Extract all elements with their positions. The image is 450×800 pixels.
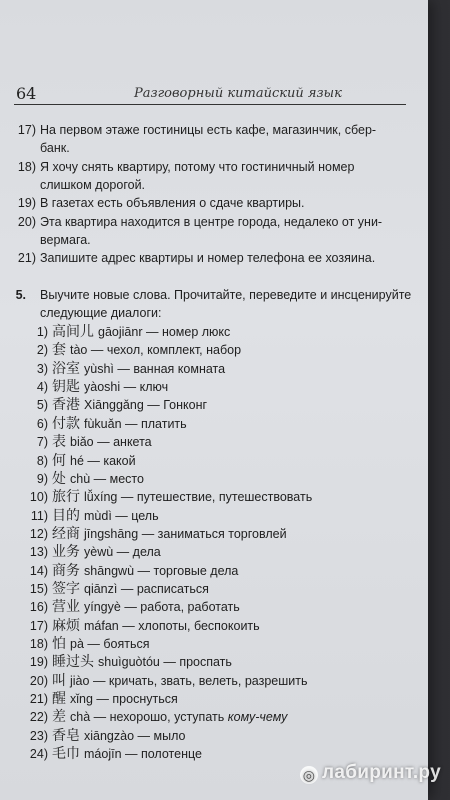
vocab-pinyin: yàoshi (84, 380, 121, 395)
vocab-item (22, 598, 240, 617)
vocab-pinyin: xiāngzào (84, 728, 135, 743)
vocab-number: 1) (36, 325, 48, 339)
sentence-line: банк. (40, 141, 70, 155)
vocab-hanzi: 签字 (52, 580, 80, 597)
vocab-item (22, 341, 241, 360)
vocab-number: 8) (36, 453, 48, 468)
vocab-item (22, 452, 136, 471)
vocab-hanzi: 付款 (52, 415, 80, 432)
vocab-hanzi: 毛巾 (52, 746, 80, 762)
vocab-hanzi: 经商 (52, 525, 80, 542)
sentence-line: Запишите адрес квартиры и номер телефона ее хозяина. (40, 251, 376, 265)
vocab-number: 24) (29, 747, 48, 761)
vocab-gloss: — проспать (163, 655, 232, 670)
vocab-hanzi: 睡过头 (52, 654, 94, 671)
sentence-number: 17) (17, 123, 36, 137)
vocab-gloss: — работа, работать (124, 600, 240, 615)
vocab-gloss: — заниматься торговлей (141, 526, 287, 541)
vocab-gloss: — номер люкс (145, 325, 231, 339)
vocab-hanzi: 浴室 (52, 360, 80, 377)
vocab-pinyin: Xiānggǎng (84, 398, 144, 413)
vocab-gloss: — ванная комната (117, 361, 226, 376)
vocab-hanzi: 目的 (52, 507, 80, 524)
sentence-line: Эта квартира находится в центре города, недалеко от уни- (40, 215, 383, 229)
vocab-number: 11) (30, 508, 48, 523)
vocab-pinyin: fùkuǎn (84, 416, 122, 431)
vocab-item (22, 690, 178, 709)
vocab-gloss: — дела (116, 545, 161, 560)
vocab-gloss: — Гонконг (147, 398, 208, 413)
vocab-gloss: — полотенце (125, 747, 202, 761)
vocab-gloss-italic: кому-чему (227, 710, 288, 725)
vocab-gloss: — мыло (137, 728, 186, 743)
exercise-number: 5. (15, 288, 26, 302)
vocab-gloss: — какой (87, 453, 136, 468)
vocab-hanzi: 钥匙 (52, 379, 80, 396)
vocab-pinyin: biǎo (70, 435, 94, 450)
vocab-hanzi: 高间儿 (52, 324, 94, 340)
sentence-line: вермага. (40, 233, 91, 247)
vocab-item (22, 507, 159, 526)
vocab-pinyin: chù (70, 471, 91, 486)
vocab-number: 16) (29, 600, 48, 615)
vocab-gloss: — цель (115, 508, 159, 523)
vocab-pinyin: jiào (70, 673, 90, 688)
vocab-item (22, 378, 168, 397)
vocab-number: 20) (29, 673, 48, 688)
vocab-item (22, 635, 150, 654)
vocab-pinyin: pà (70, 637, 84, 651)
vocab-gloss: — платить (125, 416, 187, 431)
vocab-number: 4) (36, 380, 48, 395)
vocab-item (22, 617, 260, 636)
vocab-number: 19) (29, 655, 48, 670)
watermark (300, 762, 441, 784)
vocab-item (22, 653, 232, 672)
watermark-text: лабиринт.ру (322, 762, 441, 783)
vocab-gloss: — бояться (87, 637, 150, 651)
vocab-gloss: — проснуться (96, 692, 178, 706)
vocab-gloss: — место (93, 471, 144, 486)
vocab-item (22, 543, 161, 562)
vocab-pinyin: lǚxíng (84, 490, 118, 505)
vocab-pinyin: xǐng (70, 692, 93, 706)
vocab-hanzi: 香港 (52, 397, 80, 414)
vocab-number: 15) (29, 581, 48, 596)
vocab-hanzi: 表 (52, 434, 66, 451)
vocab-hanzi: 业务 (52, 544, 80, 561)
vocab-item (22, 470, 144, 489)
vocab-item (22, 708, 287, 727)
vocab-number: 21) (29, 692, 48, 706)
vocab-item (22, 488, 312, 507)
vocab-hanzi: 处 (52, 470, 66, 487)
vocab-pinyin: yèwù (84, 545, 114, 560)
vocab-item (22, 580, 209, 599)
running-title: Разговорный китайский язык (134, 86, 342, 101)
vocab-gloss: — хлопоты, беспокоить (122, 618, 260, 633)
vocab-number: 2) (36, 343, 48, 358)
page-header (14, 82, 406, 105)
vocab-number: 14) (29, 563, 48, 578)
exercise-instruction: следующие диалоги: (40, 306, 162, 320)
vocab-gloss: — чехол, комплект, набор (90, 343, 242, 358)
vocab-gloss: — торговые дела (137, 563, 239, 578)
vocab-item (22, 360, 225, 379)
vocab-number: 9) (36, 471, 48, 486)
vocab-number: 23) (29, 728, 48, 743)
vocab-item (22, 433, 152, 452)
vocab-item (22, 525, 287, 544)
vocab-gloss: — нехорошо, уступать (93, 710, 228, 725)
sentence-number: 21) (17, 251, 36, 265)
sentence-line: слишком дорогой. (40, 178, 146, 192)
vocab-item (22, 396, 207, 415)
vocab-hanzi: 叫 (52, 672, 66, 689)
vocab-hanzi: 套 (52, 342, 66, 359)
vocab-gloss: — ключ (123, 380, 169, 395)
vocab-pinyin: chà (70, 710, 91, 725)
vocab-gloss: — анкета (97, 435, 152, 450)
vocab-pinyin: jīngshāng (84, 526, 139, 541)
vocab-number: 5) (36, 398, 48, 413)
labyrinth-logo-icon: ◎ (300, 766, 318, 784)
vocab-hanzi: 商务 (52, 562, 80, 579)
vocab-number: 17) (29, 618, 48, 633)
vocab-hanzi: 营业 (52, 599, 80, 616)
vocab-number: 22) (29, 710, 48, 725)
page-number: 64 (16, 84, 37, 103)
vocab-gloss: — путешествие, путешествовать (120, 490, 313, 505)
vocab-number: 3) (36, 361, 48, 376)
vocab-pinyin: yíngyè (84, 600, 121, 615)
sentence-line: На первом этаже гостиницы есть кафе, магазинчик, сбер- (40, 123, 377, 137)
vocab-pinyin: yùshì (84, 361, 114, 376)
vocab-number: 12) (29, 526, 48, 541)
vocab-hanzi: 何 (52, 452, 66, 469)
vocab-item (22, 415, 187, 434)
vocab-gloss: — кричать, звать, велеть, разрешить (92, 673, 308, 688)
vocab-pinyin: máojīn (84, 747, 122, 761)
sentence-number: 20) (17, 215, 36, 229)
vocab-gloss: — расписаться (120, 581, 209, 596)
sentence-number: 18) (17, 160, 36, 174)
vocab-item (22, 727, 185, 746)
vocab-hanzi: 旅行 (52, 489, 80, 506)
vocab-number: 18) (29, 637, 48, 651)
vocab-item (22, 323, 230, 342)
vocab-hanzi: 麻烦 (52, 617, 80, 634)
vocab-hanzi: 差 (52, 709, 66, 726)
vocab-number: 6) (36, 416, 48, 431)
vocab-pinyin: qiānzì (84, 581, 118, 596)
vocab-number: 13) (29, 545, 48, 560)
vocab-pinyin: mùdì (84, 508, 112, 523)
vocab-hanzi: 怕 (52, 636, 66, 652)
vocab-pinyin: tào (70, 343, 88, 358)
vocab-item (22, 672, 308, 691)
exercise-instruction: Выучите новые слова. Прочитайте, переведите и инсценируйте (40, 288, 412, 302)
vocab-hanzi: 醒 (52, 691, 66, 707)
vocab-pinyin: máfan (84, 618, 119, 633)
vocab-number: 7) (36, 435, 48, 450)
vocab-pinyin: gāojiānr (98, 325, 143, 339)
vocab-pinyin: shāngwù (84, 563, 135, 578)
vocab-number: 10) (29, 490, 48, 505)
sentence-line: Я хочу снять квартиру, потому что гостиничный номер (40, 160, 355, 174)
vocab-pinyin: shuìguòtóu (98, 655, 160, 670)
sentence-number: 19) (17, 196, 36, 210)
vocab-hanzi: 香皂 (52, 727, 80, 744)
vocab-item (22, 562, 238, 581)
vocab-item (22, 745, 202, 764)
sentence-line: В газетах есть объявления о сдаче квартиры. (40, 196, 305, 210)
vocab-pinyin: hé (70, 453, 84, 468)
